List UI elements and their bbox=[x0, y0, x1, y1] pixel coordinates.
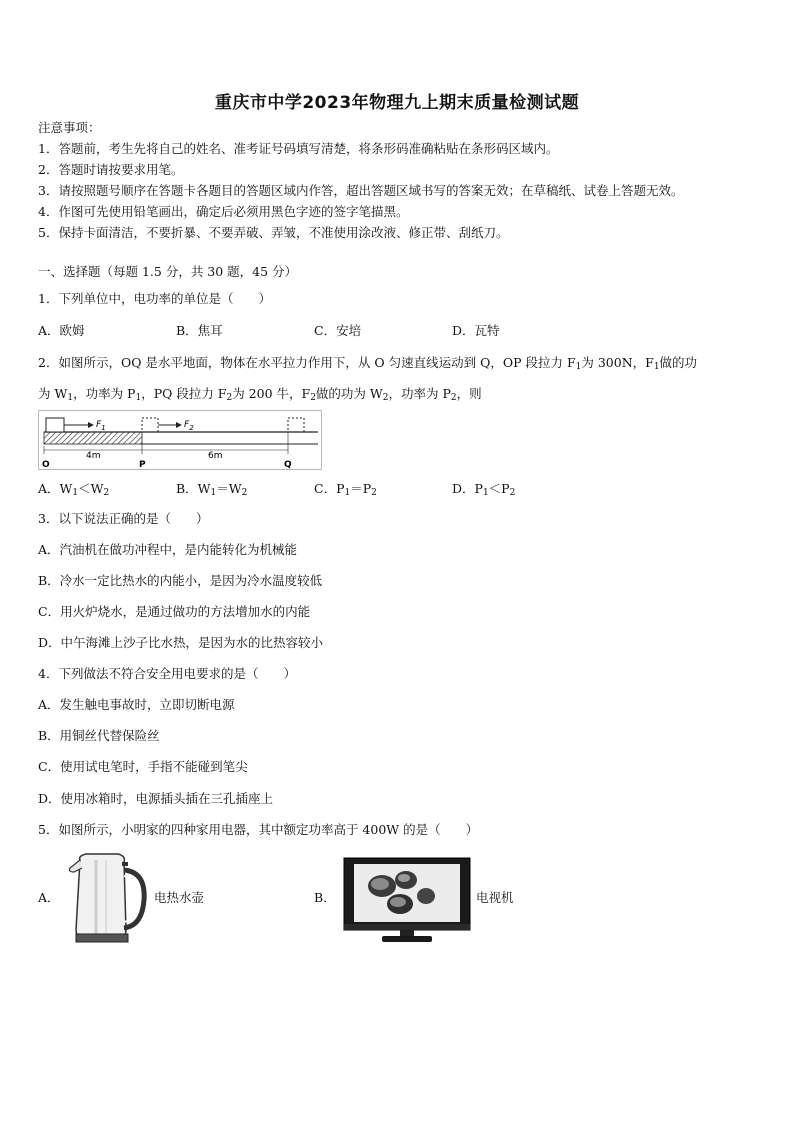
q5-option-b-label: 电视机 bbox=[476, 890, 514, 905]
page-title: 重庆市中学2023年物理九上期末质量检测试题 bbox=[214, 93, 580, 113]
q4-option-d: D．使用冰箱时，电源插头插在三孔插座上 bbox=[38, 791, 274, 806]
q4-option-a: A．发生触电事故时，立即切断电源 bbox=[38, 697, 235, 712]
rough-surface-op bbox=[44, 432, 142, 444]
notice-item: 4．作图可先使用铅笔画出，确定后必须用黑色字迹的签字笔描黑。 bbox=[38, 204, 409, 219]
q2-option-b: B．$W_1=W_2$ bbox=[176, 481, 248, 498]
distance-op: 4m bbox=[86, 451, 101, 461]
question-3-stem: 3．以下说法正确的是（ ） bbox=[38, 511, 209, 526]
q3-option-d: D．中午海滩上沙子比水热，是因为水的比热容较小 bbox=[38, 635, 324, 650]
question-4-stem: 4．下列做法不符合安全用电要求的是（ ） bbox=[38, 666, 296, 681]
point-o: O bbox=[42, 460, 50, 470]
notice-item: 2．答题时请按要求用笔。 bbox=[38, 162, 184, 177]
q4-option-b: B．用铜丝代替保险丝 bbox=[38, 728, 160, 743]
q4-option-c: C．使用试电笔时，手指不能碰到笔尖 bbox=[38, 759, 248, 774]
notice-item: 1．答题前，考生先将自己的姓名、准考证号码填写清楚，将条形码准确粘贴在条形码区域内。 bbox=[38, 141, 559, 156]
q5-option-b-letter: B． bbox=[314, 890, 336, 905]
q3-option-b: B．冷水一定比热水的内能小，是因为冷水温度较低 bbox=[38, 573, 323, 588]
q2-force-diagram bbox=[38, 410, 322, 470]
f2-label: $F_2$ bbox=[184, 420, 194, 432]
q5-option-a-label: 电热水壶 bbox=[154, 890, 205, 905]
q1-option-a: A．欧姆 bbox=[38, 323, 85, 338]
q1-option-c: C．安培 bbox=[314, 323, 362, 338]
block-at-o bbox=[46, 418, 64, 432]
q5-option-a-letter: A． bbox=[38, 890, 60, 905]
question-2-stem-line1: 2．如图所示，OQ 是水平地面，物体在水平拉力作用下，从 O 匀速直线运动到 Q，OP 段拉力 $F_1$为 300N，$F_1$做的功 bbox=[38, 355, 698, 372]
notice-heading: 注意事项： bbox=[38, 120, 101, 135]
q2-option-c: C．$P_1=P_2$ bbox=[314, 481, 377, 498]
point-p: P bbox=[139, 460, 146, 470]
block-at-q bbox=[288, 418, 304, 432]
television-image bbox=[342, 856, 472, 944]
f2-arrow-icon bbox=[176, 422, 182, 428]
q3-option-c: C．用火炉烧水，是通过做功的方法增加水的内能 bbox=[38, 604, 311, 619]
q1-option-d: D．瓦特 bbox=[452, 323, 500, 338]
q3-option-a: A．汽油机在做功冲程中，是内能转化为机械能 bbox=[38, 542, 298, 557]
question-5-stem: 5．如图所示，小明家的四种家用电器，其中额定功率高于 400W 的是（ ） bbox=[38, 822, 479, 837]
f1-arrow-icon bbox=[88, 422, 94, 428]
q1-option-b: B．焦耳 bbox=[176, 323, 223, 338]
q2-option-d: D．$P_1<P_2$ bbox=[452, 481, 516, 498]
distance-pq: 6m bbox=[208, 451, 223, 461]
notice-item: 3．请按照题号顺序在答题卡各题目的答题区域内作答，超出答题区域书写的答案无效；在草稿纸、试卷上答题无效。 bbox=[38, 183, 684, 198]
f1-label: $F_1$ bbox=[96, 420, 106, 432]
notice-item: 5．保持卡面清洁，不要折暴、不要弄破、弄皱，不准使用涂改液、修正带、刮纸刀。 bbox=[38, 225, 509, 240]
point-q: Q bbox=[284, 460, 292, 470]
electric-kettle-image bbox=[66, 850, 152, 944]
q2-option-a: A．$W_1<W_2$ bbox=[38, 481, 110, 498]
question-1-stem: 1．下列单位中，电功率的单位是（ ） bbox=[38, 291, 271, 306]
section-heading: 一、选择题（每题 1.5 分，共 30 题，45 分） bbox=[38, 264, 298, 279]
question-2-stem-line2: 为 $W_1$，功率为 $P_1$，PQ 段拉力 $F_2$为 200 牛，$F_2$做的功为 $W_2$，功率为 $P_2$，则 bbox=[38, 386, 482, 403]
block-at-p bbox=[142, 418, 158, 432]
